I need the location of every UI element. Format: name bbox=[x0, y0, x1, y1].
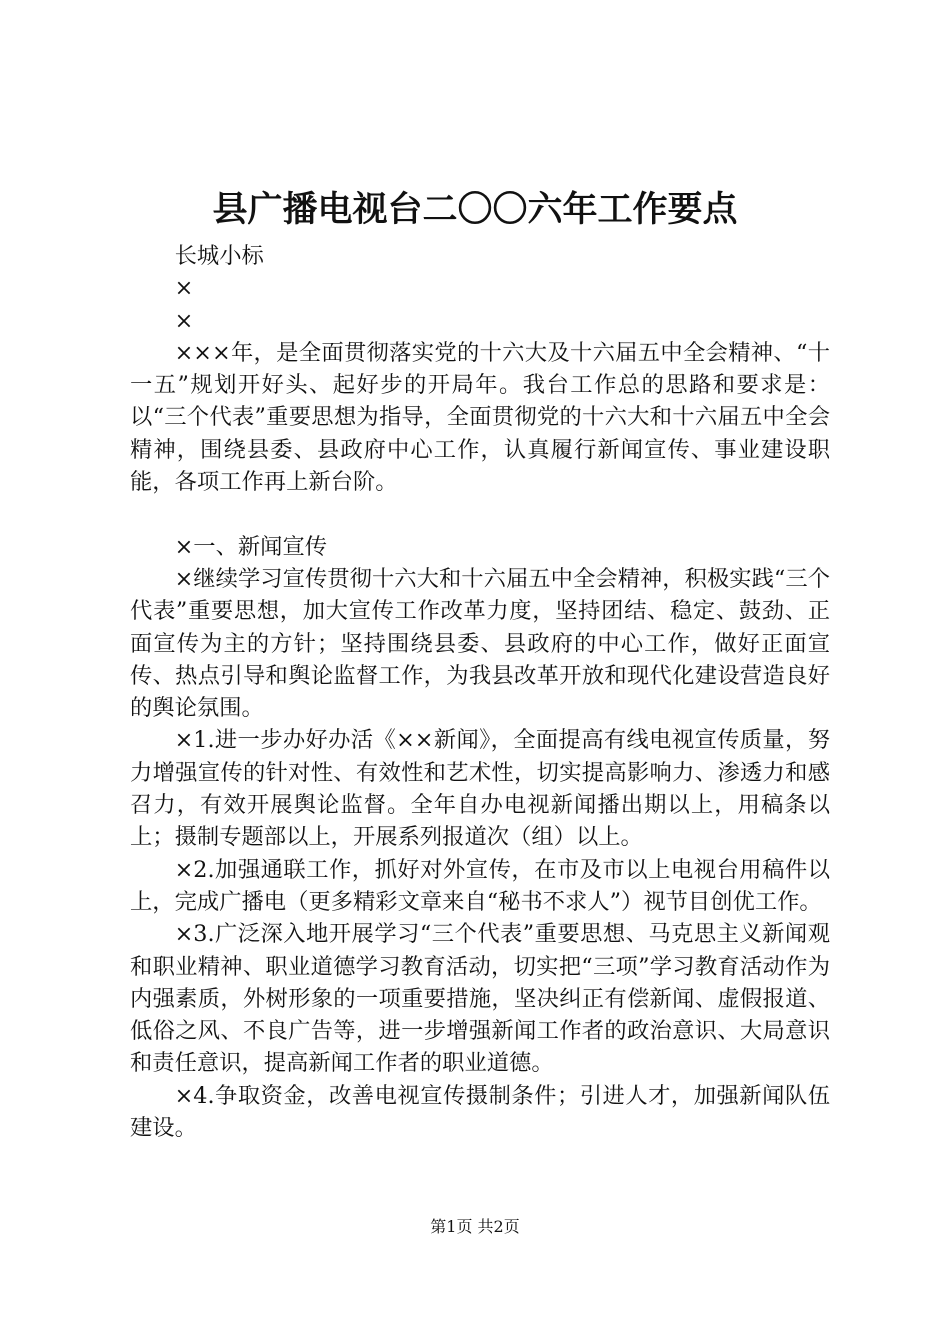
document-body bbox=[130, 240, 830, 1144]
paragraph-item-2: ×2.加强通联工作，抓好对外宣传，在市及市以上电视台用稿件以上，完成广播电（更多精彩文章来自“秘书不求人”）视节目创优工作。 bbox=[130, 856, 830, 915]
paragraph-spacer bbox=[130, 498, 830, 530]
paragraph-marker: × bbox=[174, 307, 194, 334]
paragraph-subtitle: 长城小标 bbox=[174, 243, 264, 269]
paragraph: ×继续学习宣传贯彻十六大和十六届五中全会精神，积极实践“三个代表”重要思想，加大宣传工作改革力度，坚持团结、稳定、鼓劲、正面宣传为主的方针；坚持围绕县委、县政府的中心工作，做好正面宣传、热点引导和舆论监督工作，为我县改革开放和现代化建设营造良好的舆论氛围。 bbox=[130, 565, 830, 722]
section-heading: ×一、新闻宣传 bbox=[174, 533, 328, 560]
paragraph-intro: ×××年，是全面贯彻落实党的十六大及十六届五中全会精神、“十一五”规划开好头、起好步的开局年。我台工作总的思路和要求是：以“三个代表”重要思想为指导，全面贯彻党的十六大和十六届五中全会精神，围绕县委、县政府中心工作，认真履行新闻宣传、事业建设职能，各项工作再上新台阶。 bbox=[130, 339, 830, 496]
paragraph-item-4: ×4.争取资金，改善电视宣传摄制条件；引进人才，加强新闻队伍建设。 bbox=[130, 1082, 830, 1142]
paragraph-marker: × bbox=[174, 275, 194, 302]
paragraph-item-3: ×3.广泛深入地开展学习“三个代表”重要思想、马克思主义新闻观和职业精神、职业道德学习教育活动，切实把“三项”学习教育活动作为内强素质，外树形象的一项重要措施，坚决纠正有偿新闻、虚假报道、低俗之风、不良广告等，进一步增强新闻工作者的政治意识、大局意识和责任意识，提高新闻工作者的职业道德。 bbox=[130, 921, 830, 1077]
document-title: 县广播电视台二〇〇六年工作要点 bbox=[212, 189, 738, 230]
paragraph-item-1: ×1.进一步办好办活《××新闻》，全面提高有线电视宣传质量，努力增强宣传的针对性、有效性和艺术性，切实提高影响力、渗透力和感召力，有效开展舆论监督。全年自办电视新闻播出期以上，用稿条以上；摄制专题部以上，开展系列报道次（组）以上。 bbox=[130, 727, 830, 851]
page-indicator: 第1页 共2页 bbox=[430, 1217, 520, 1236]
